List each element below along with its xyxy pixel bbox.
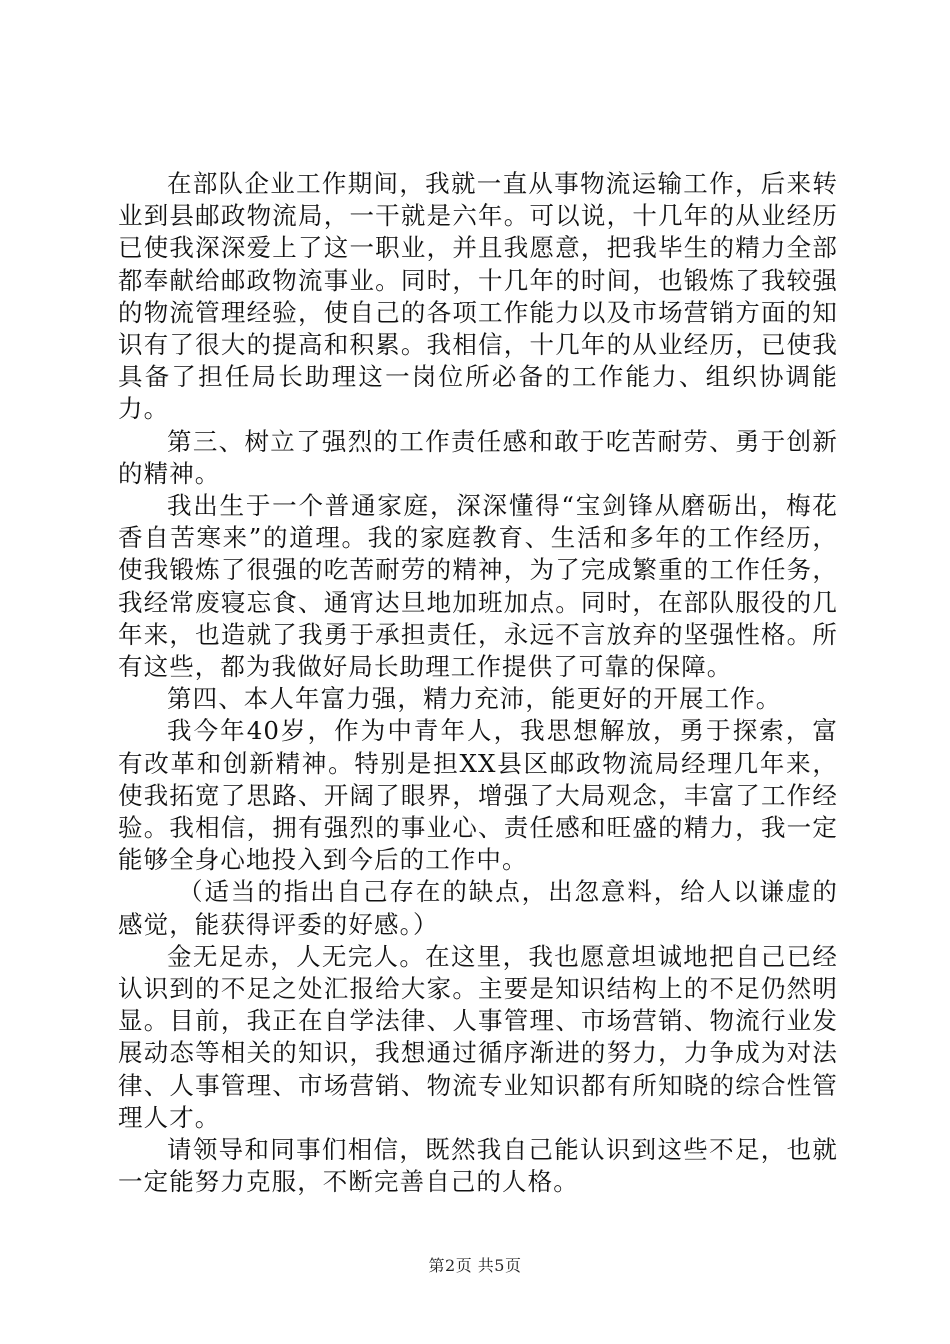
page-number-footer: 第2页 共5页 — [428, 1256, 522, 1275]
paragraph-work-experience: 在部队企业工作期间，我就一直从事物流运输工作，后来转业到县邮政物流局，一干就是六年。可以说，十几年的从业经历已使我深深爱上了这一职业，并且我愿意，把我毕生的精力全部都奉献给邮政物流事业。同时，十几年的时间，也锻炼了我较强的物流管理经验，使自己的各项工作能力以及市场营销方面的知识有了很大的提高和积累。我相信，十几年的从业经历，已使我具备了担任局长助理这一岗位所必备的工作能力、组织协调能力。 — [118, 169, 838, 424]
paragraph-editor-note: （适当的指出自己存在的缺点，出忽意料，给人以谦虚的感觉，能获得评委的好感。） — [118, 877, 838, 939]
paragraph-shortcomings: 金无足赤，人无完人。在这里，我也愿意坦诚地把自己已经认识到的不足之处汇报给大家。主要是知识结构上的不足仍然明显。目前，我正在自学法律、人事管理、市场营销、物流行业发展动态等相关的知识，我想通过循序渐进的努力，力争成为对法律、人事管理、市场营销、物流专业知识都有所知晓的综合性管理人才。 — [118, 941, 838, 1132]
heading-point-four: 第四、本人年富力强，精力充沛，能更好的开展工作。 — [167, 684, 782, 714]
paragraph-hardworking-spirit: 我出生于一个普通家庭，深深懂得“宝剑锋从磨砺出，梅花香自苦寒来”的道理。我的家庭教育、生活和多年的工作经历，使我锻炼了很强的吃苦耐劳的精神，为了完成繁重的工作任务，我经常废寝忘食、通宵达旦地加班加点。同时，在部队服役的几年来，也造就了我勇于承担责任，永远不言放弃的坚强性格。所有这些，都为我做好局长助理工作提供了可靠的保障。 — [118, 491, 838, 682]
document-body — [118, 168, 838, 1199]
paragraph-closing: 请领导和同事们相信，既然我自己能认识到这些不足，也就一定能努力克服，不断完善自己的人格。 — [118, 1135, 838, 1197]
paragraph-age-energy: 我今年40岁，作为中青年人，我思想解放，勇于探索，富有改革和创新精神。特别是担XX县区邮政物流局经理几年来，使我拓宽了思路、开阔了眼界，增强了大局观念，丰富了工作经验。我相信，拥有强烈的事业心、责任感和旺盛的精力，我一定能够全身心地投入到今后的工作中。 — [118, 716, 838, 875]
heading-point-three: 第三、树立了强烈的工作责任感和敢于吃苦耐劳、勇于创新的精神。 — [118, 426, 838, 488]
